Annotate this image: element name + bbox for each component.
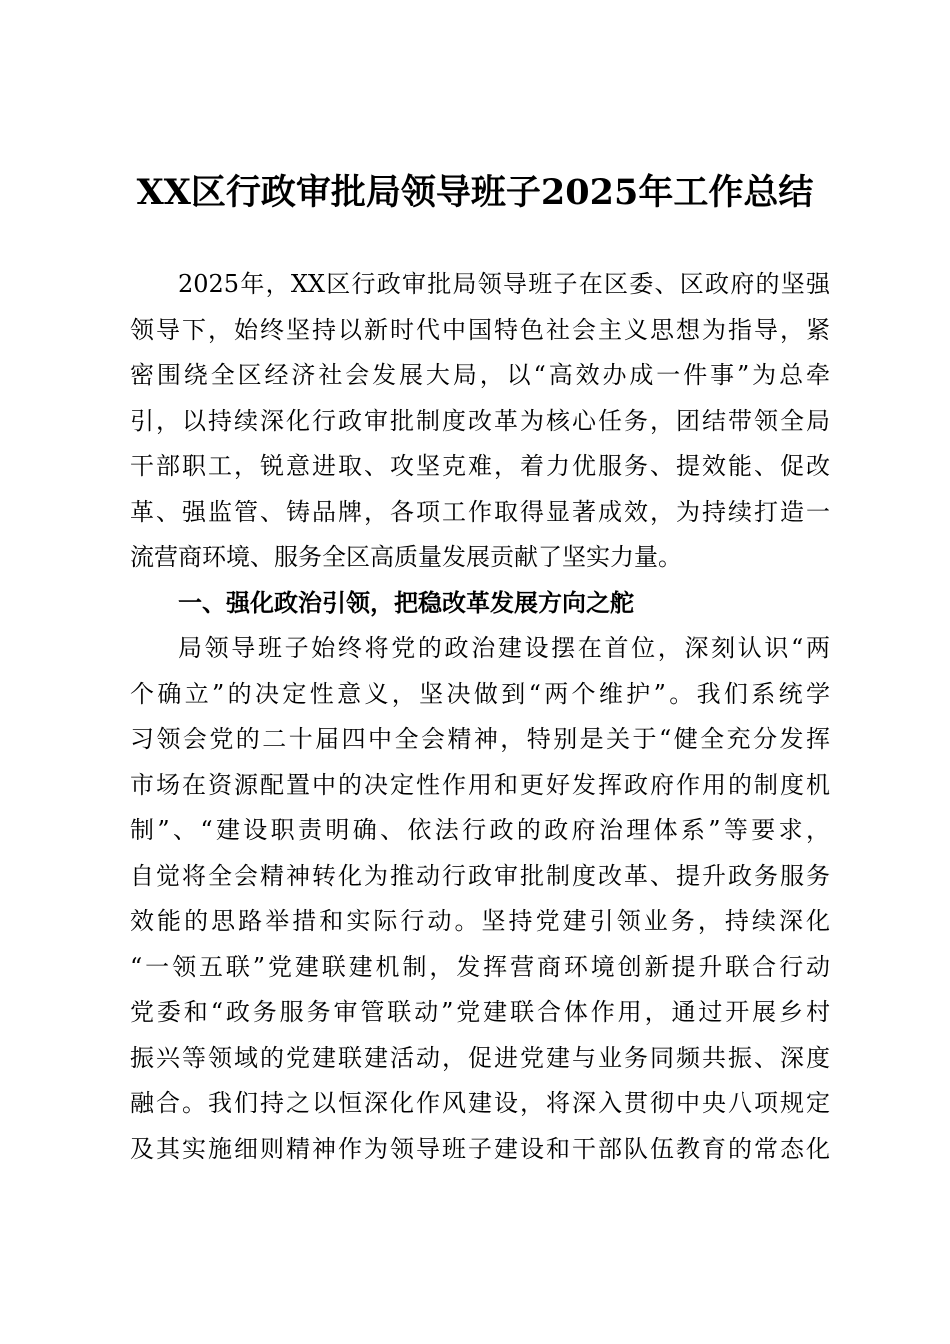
paragraph-line: “一领五联”党建联建机制，发挥营商环境创新提升联合行动: [130, 952, 830, 981]
paragraph-line: 革、强监管、铸品牌，各项工作取得显著成效，为持续打造一: [130, 497, 830, 526]
paragraph-line: 密围绕全区经济社会发展大局，以“高效办成一件事”为总牵: [130, 361, 830, 389]
paragraph-line: 习领会党的二十届四中全会精神，特别是关于“健全充分发挥: [130, 725, 830, 753]
document-body: [130, 262, 830, 1172]
paragraph-line: 干部职工，锐意进取、攻坚克难，着力优服务、提效能、促改: [130, 452, 830, 480]
paragraph-line: 及其实施细则精神作为领导班子建设和干部队伍教育的常态化: [130, 1134, 830, 1163]
section-paragraph: [130, 626, 830, 1172]
paragraph-line: 党委和“政务服务审管联动”党建联合体作用，通过开展乡村: [130, 998, 830, 1026]
paragraph-line: 个确立”的决定性意义，坚决做到“两个维护”。我们系统学: [130, 679, 830, 708]
paragraph-line: 效能的思路举措和实际行动。坚持党建引领业务，持续深化: [130, 907, 830, 935]
intro-paragraph: [130, 262, 830, 581]
section-heading: 一、强化政治引领，把稳改革发展方向之舵: [178, 588, 634, 617]
paragraph-line: 市场在资源配置中的决定性作用和更好发挥政府作用的制度机: [130, 770, 830, 799]
paragraph-line: 引，以持续深化行政审批制度改革为核心任务，团结带领全局: [130, 406, 830, 435]
paragraph-line: 领导下，始终坚持以新时代中国特色社会主义思想为指导，紧: [130, 315, 830, 344]
paragraph-line: 流营商环境、服务全区高质量发展贡献了坚实力量。: [130, 543, 682, 571]
document-title: XX区行政审批局领导班子2025年工作总结: [136, 172, 814, 213]
paragraph-line: 局领导班子始终将党的政治建设摆在首位，深刻认识“两: [178, 634, 830, 662]
paragraph-line: 自觉将全会精神转化为推动行政审批制度改革、提升政务服务: [130, 861, 830, 890]
paragraph-line: 2025年，XX区行政审批局领导班子在区委、区政府的坚强: [178, 270, 830, 298]
paragraph-line: 振兴等领域的党建联建活动，促进党建与业务同频共振、深度: [130, 1043, 830, 1072]
paragraph-line: 融合。我们持之以恒深化作风建设，将深入贯彻中央八项规定: [130, 1089, 830, 1117]
paragraph-line: 制”、“建设职责明确、依法行政的政府治理体系”等要求，: [130, 816, 830, 844]
